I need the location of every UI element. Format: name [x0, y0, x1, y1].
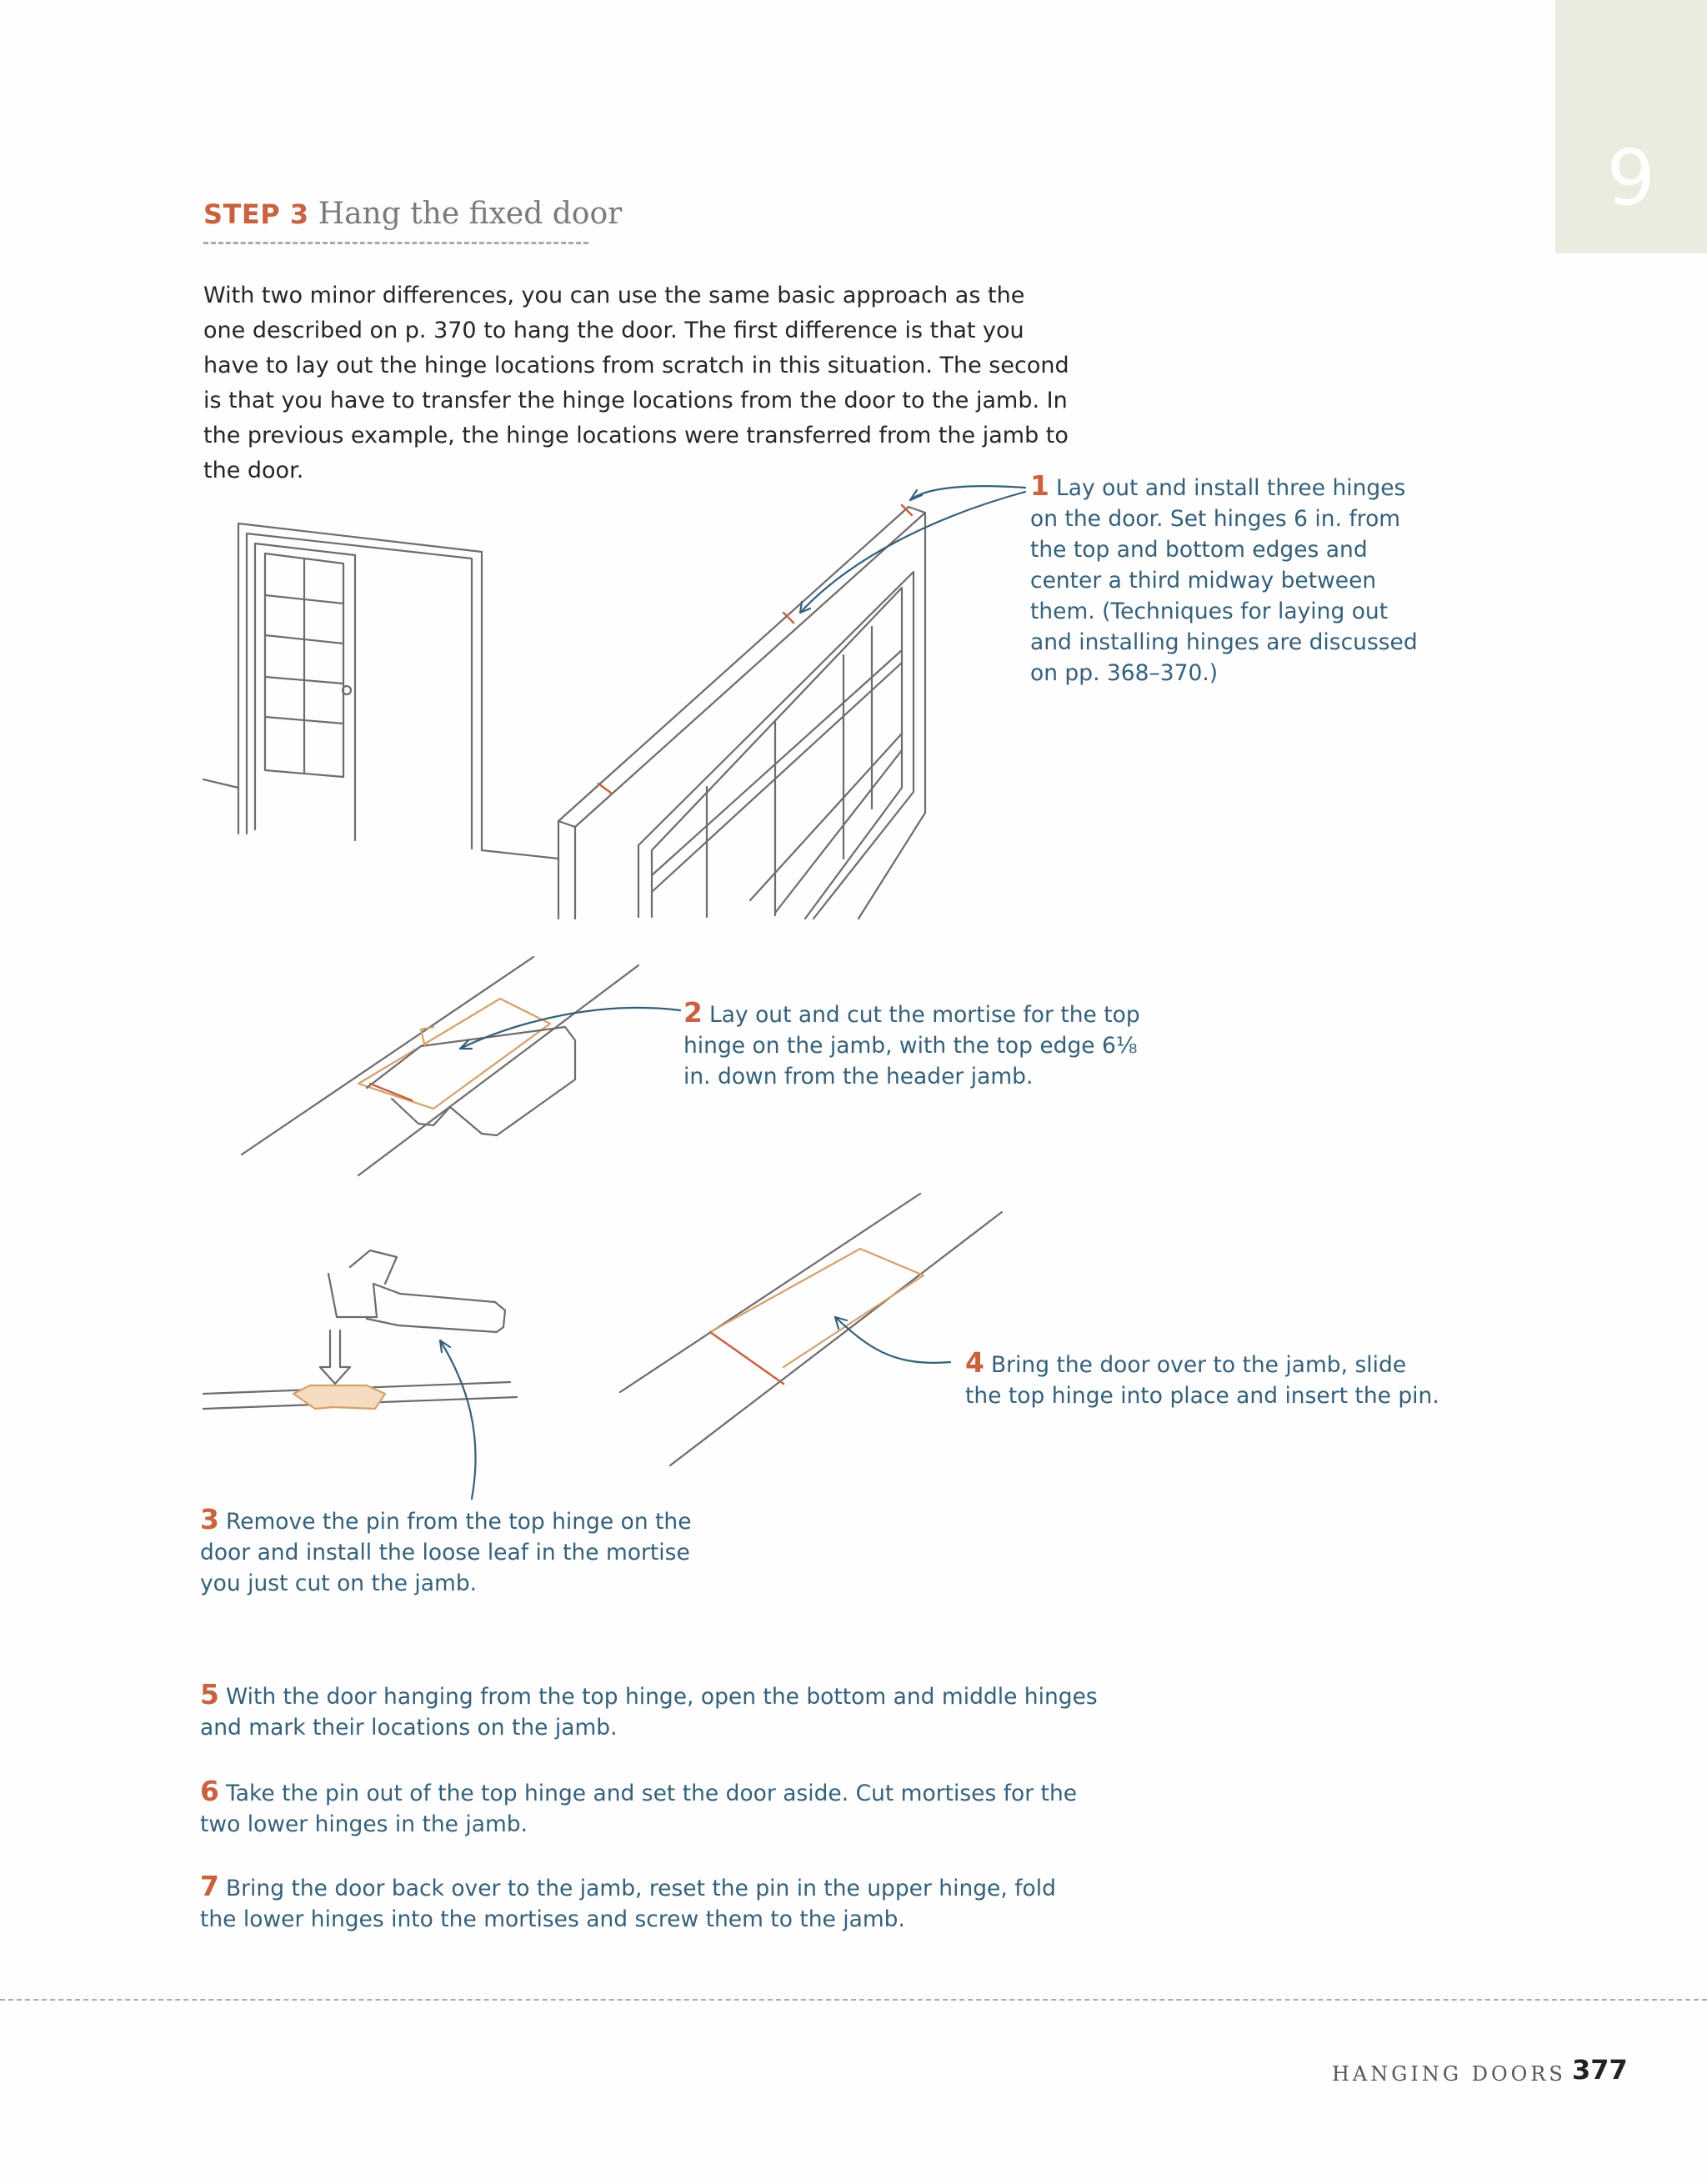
running-head: HANGING DOORS: [1332, 2062, 1566, 2086]
callout-1-text: Lay out and install three hinges on the door. Set hinges 6 in. from the top and bottom edges and center a third midway between them. (Techniques for laying out and installing hinges are discussed on pp. 368–370.): [1030, 475, 1418, 686]
step-label: STEP 3: [203, 198, 309, 230]
callout-2: [683, 997, 1150, 1092]
doorway-illustration: [203, 523, 558, 859]
footer-divider: [0, 1999, 1707, 2001]
callout-6-text: Take the pin out of the top hinge and set the door aside. Cut mortises for the two lower hinges in the jamb.: [200, 1781, 1078, 1837]
leader-1a: [910, 486, 1025, 500]
callout-2-number: 2: [683, 996, 703, 1029]
step-title: Hang the fixed door: [318, 197, 623, 231]
intro-paragraph: With two minor differences, you can use the same basic approach as the one described on p. 370 to hang the door. The first difference is that you have to lay out the hinge locations from scratch in this situation. The second is that you have to transfer the hinge locations from the door to the jamb. In the previous example, the hinge locations were transferred from the jamb to the door.: [203, 283, 1069, 483]
callout-2-text: Lay out and cut the mortise for the top hinge on the jamb, with the top edge 6⅛ in. down from the header jamb.: [683, 1002, 1140, 1089]
callout-7: [200, 1871, 1084, 1935]
callout-4-number: 4: [965, 1346, 984, 1379]
callout-7-text: Bring the door back over to the jamb, reset the pin in the upper hinge, fold the lower hinges into the mortises and screw them to the jamb.: [200, 1876, 1056, 1932]
callout-7-number: 7: [200, 1870, 219, 1902]
jamb-mortise-illustration: [242, 957, 638, 1175]
callout-5-text: With the door hanging from the top hinge, open the bottom and middle hinges and mark their locations on the jamb.: [200, 1684, 1098, 1741]
leader-4: [835, 1317, 950, 1363]
leader-3: [440, 1340, 476, 1499]
callout-1: [1030, 470, 1430, 689]
page-number: 377: [1572, 2054, 1628, 2086]
callout-1-number: 1: [1030, 469, 1049, 502]
jamb-hinge-illustration: [620, 1194, 1002, 1465]
callout-4-text: Bring the door over to the jamb, slide the top hinge into place and insert the pin.: [965, 1352, 1439, 1409]
callout-4: [965, 1347, 1449, 1411]
callout-5-number: 5: [200, 1678, 219, 1711]
door-perspective-illustration: [558, 507, 925, 919]
leader-2: [460, 1008, 680, 1049]
chapter-number: 9: [1606, 133, 1655, 223]
hammer-illustration: [203, 1250, 517, 1409]
callout-3-text: Remove the pin from the top hinge on the door and install the loose leaf in the mortise you just cut on the jamb.: [200, 1509, 692, 1596]
callout-3: [200, 1504, 700, 1599]
callout-5: [200, 1679, 1100, 1743]
callout-6-number: 6: [200, 1775, 219, 1807]
callout-6: [200, 1776, 1109, 1840]
callout-3-number: 3: [200, 1503, 219, 1535]
